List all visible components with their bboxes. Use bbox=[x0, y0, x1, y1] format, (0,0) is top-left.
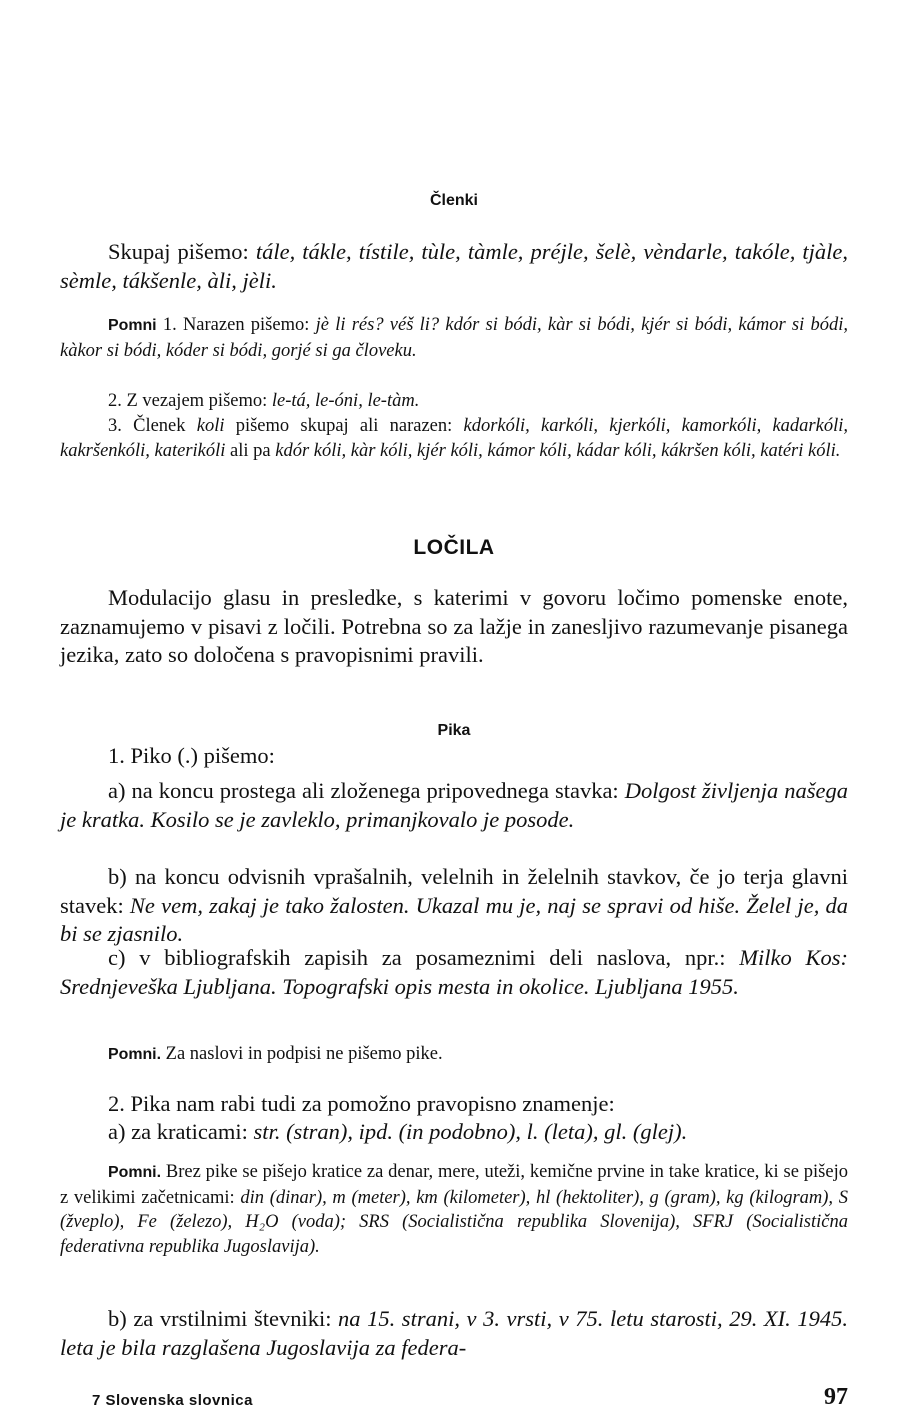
clenki-note-3 bbox=[60, 414, 848, 463]
rule-2b-lead: b) za vrstilnimi števniki: bbox=[108, 1306, 339, 1331]
clenki-note-2 bbox=[60, 389, 848, 414]
locila-intro-paragraph: Modulacijo glasu in presledke, s katerimi v govoru ločimo pomenske enote, zaznamujemo v pisavi z ločili. Potrebna so za lažje in zanesljivo razumevanje pisanega jezika, zato so določena s pravopisnimi pravili. bbox=[60, 585, 848, 667]
note-2-examples: le-tá, le-óni, le-tàm. bbox=[271, 391, 420, 411]
clenki-intro-lead: Skupaj pišemo: bbox=[108, 239, 256, 264]
section-title-locila: LOČILA bbox=[413, 536, 495, 559]
pomni-2-lead: Brez pike se pišejo kratice za denar, mere, uteži, kemične prvine in take kratice, ki se pišejo z velikimi začetnicami: bbox=[60, 1162, 848, 1208]
pika-rule-1c bbox=[60, 944, 848, 1001]
section-title-pika: Pika bbox=[437, 722, 471, 739]
rule-2b-examples: na 15. strani, v 3. vrsti, v 75. letu starosti, 29. XI. 1945. leta je bila razglašena Jugoslavija za federa- bbox=[60, 1306, 848, 1360]
note-2-lead: 2. Z vezajem pišemo: bbox=[108, 391, 272, 411]
pomni-2-examples: din (dinar), m (meter), km (kilometer), hl (hektoliter), g (gram), kg (kilogram), S (žveplo), Fe (železo), H₂O (voda); SRS (Socialistična republika Slovenija), SFRJ (Socialistična federativna republika Jugoslavija). bbox=[60, 1187, 848, 1257]
rule-1a-lead: a) na koncu prostega ali zloženega pripovednega stavka: bbox=[108, 778, 625, 803]
pika-rule-1a bbox=[60, 777, 848, 834]
pomni-label: Pomni. bbox=[108, 1164, 162, 1181]
note-3-examples-1: kdorkóli, karkóli, kjerkóli, kamorkóli, kadarkóli, kakršenkóli, katerikóli bbox=[60, 416, 848, 461]
note-3-examples-2: kdór kóli, kàr kóli, kjér kóli, kámor kóli, kádar kóli, kákršen kóli, katéri kóli. bbox=[275, 440, 841, 461]
note-1-lead: 1. Narazen pišemo: bbox=[156, 315, 316, 335]
rule-1c-examples: Milko Kos: Srednjeveška Ljubljana. Topografski opis mesta in okolice. Ljubljana 1955. bbox=[60, 945, 848, 999]
note-1-examples: jè li rés? véš li? kdór si bódi, kàr si bódi, kjér si bódi, kámor si bódi, kàkor si bódi, kóder si bódi, gorjé si ga človeku. bbox=[60, 315, 848, 361]
pika-rule-2: 2. Pika nam rabi tudi za pomožno pravopisno znamenje: bbox=[108, 1091, 615, 1116]
pomni-label: Pomni. bbox=[108, 1046, 162, 1063]
pika-pomni-1 bbox=[60, 1042, 848, 1068]
footer-signature: 7 Slovenska slovnica bbox=[92, 1392, 253, 1409]
section-title-clenki: Členki bbox=[429, 192, 478, 209]
note-3-or: ali pa bbox=[225, 440, 276, 461]
clenki-intro-paragraph bbox=[60, 238, 848, 295]
note-3-word: koli bbox=[196, 416, 225, 436]
pika-rule-2b bbox=[60, 1305, 848, 1362]
clenki-note-1 bbox=[60, 313, 848, 363]
pika-rule-1: 1. Piko (.) pišemo: bbox=[108, 743, 275, 768]
pika-pomni-2 bbox=[60, 1160, 848, 1259]
pika-rule-2a bbox=[60, 1118, 848, 1147]
pomni-1-text: Za naslovi in podpisi ne pišemo pike. bbox=[161, 1044, 443, 1064]
rule-2a-lead: a) za kraticami: bbox=[108, 1119, 254, 1144]
rule-2a-examples: str. (stran), ipd. (in podobno), l. (leta), gl. (glej). bbox=[253, 1119, 688, 1144]
page-number: 97 bbox=[824, 1384, 848, 1410]
note-3-lead: 3. Členek bbox=[108, 416, 197, 436]
clenki-intro-examples: tále, tákle, tístile, tùle, tàmle, préjle, šelè, vèndarle, takóle, tjàle, sèmle, tákšenle, àli, jèli. bbox=[60, 239, 848, 293]
pomni-label: Pomni bbox=[108, 317, 157, 334]
pika-rule-1b bbox=[60, 863, 848, 949]
note-3-mid: pišemo skupaj ali narazen: bbox=[224, 416, 464, 436]
rule-1a-examples: Dolgost življenja našega je kratka. Kosilo se je zavleklo, primanjkovalo je posode. bbox=[60, 778, 848, 832]
rule-1b-lead: b) na koncu odvisnih vprašalnih, velelnih in želelnih stavkov, če jo terja glavni stavek: bbox=[60, 864, 848, 918]
rule-1c-lead: c) v bibliografskih zapisih za posameznimi deli naslova, npr.: bbox=[108, 945, 740, 970]
rule-1b-examples: Ne vem, zakaj je tako žalosten. Ukazal mu je, naj se spravi od hiše. Želel je, da bi se zjasnilo. bbox=[60, 892, 849, 946]
